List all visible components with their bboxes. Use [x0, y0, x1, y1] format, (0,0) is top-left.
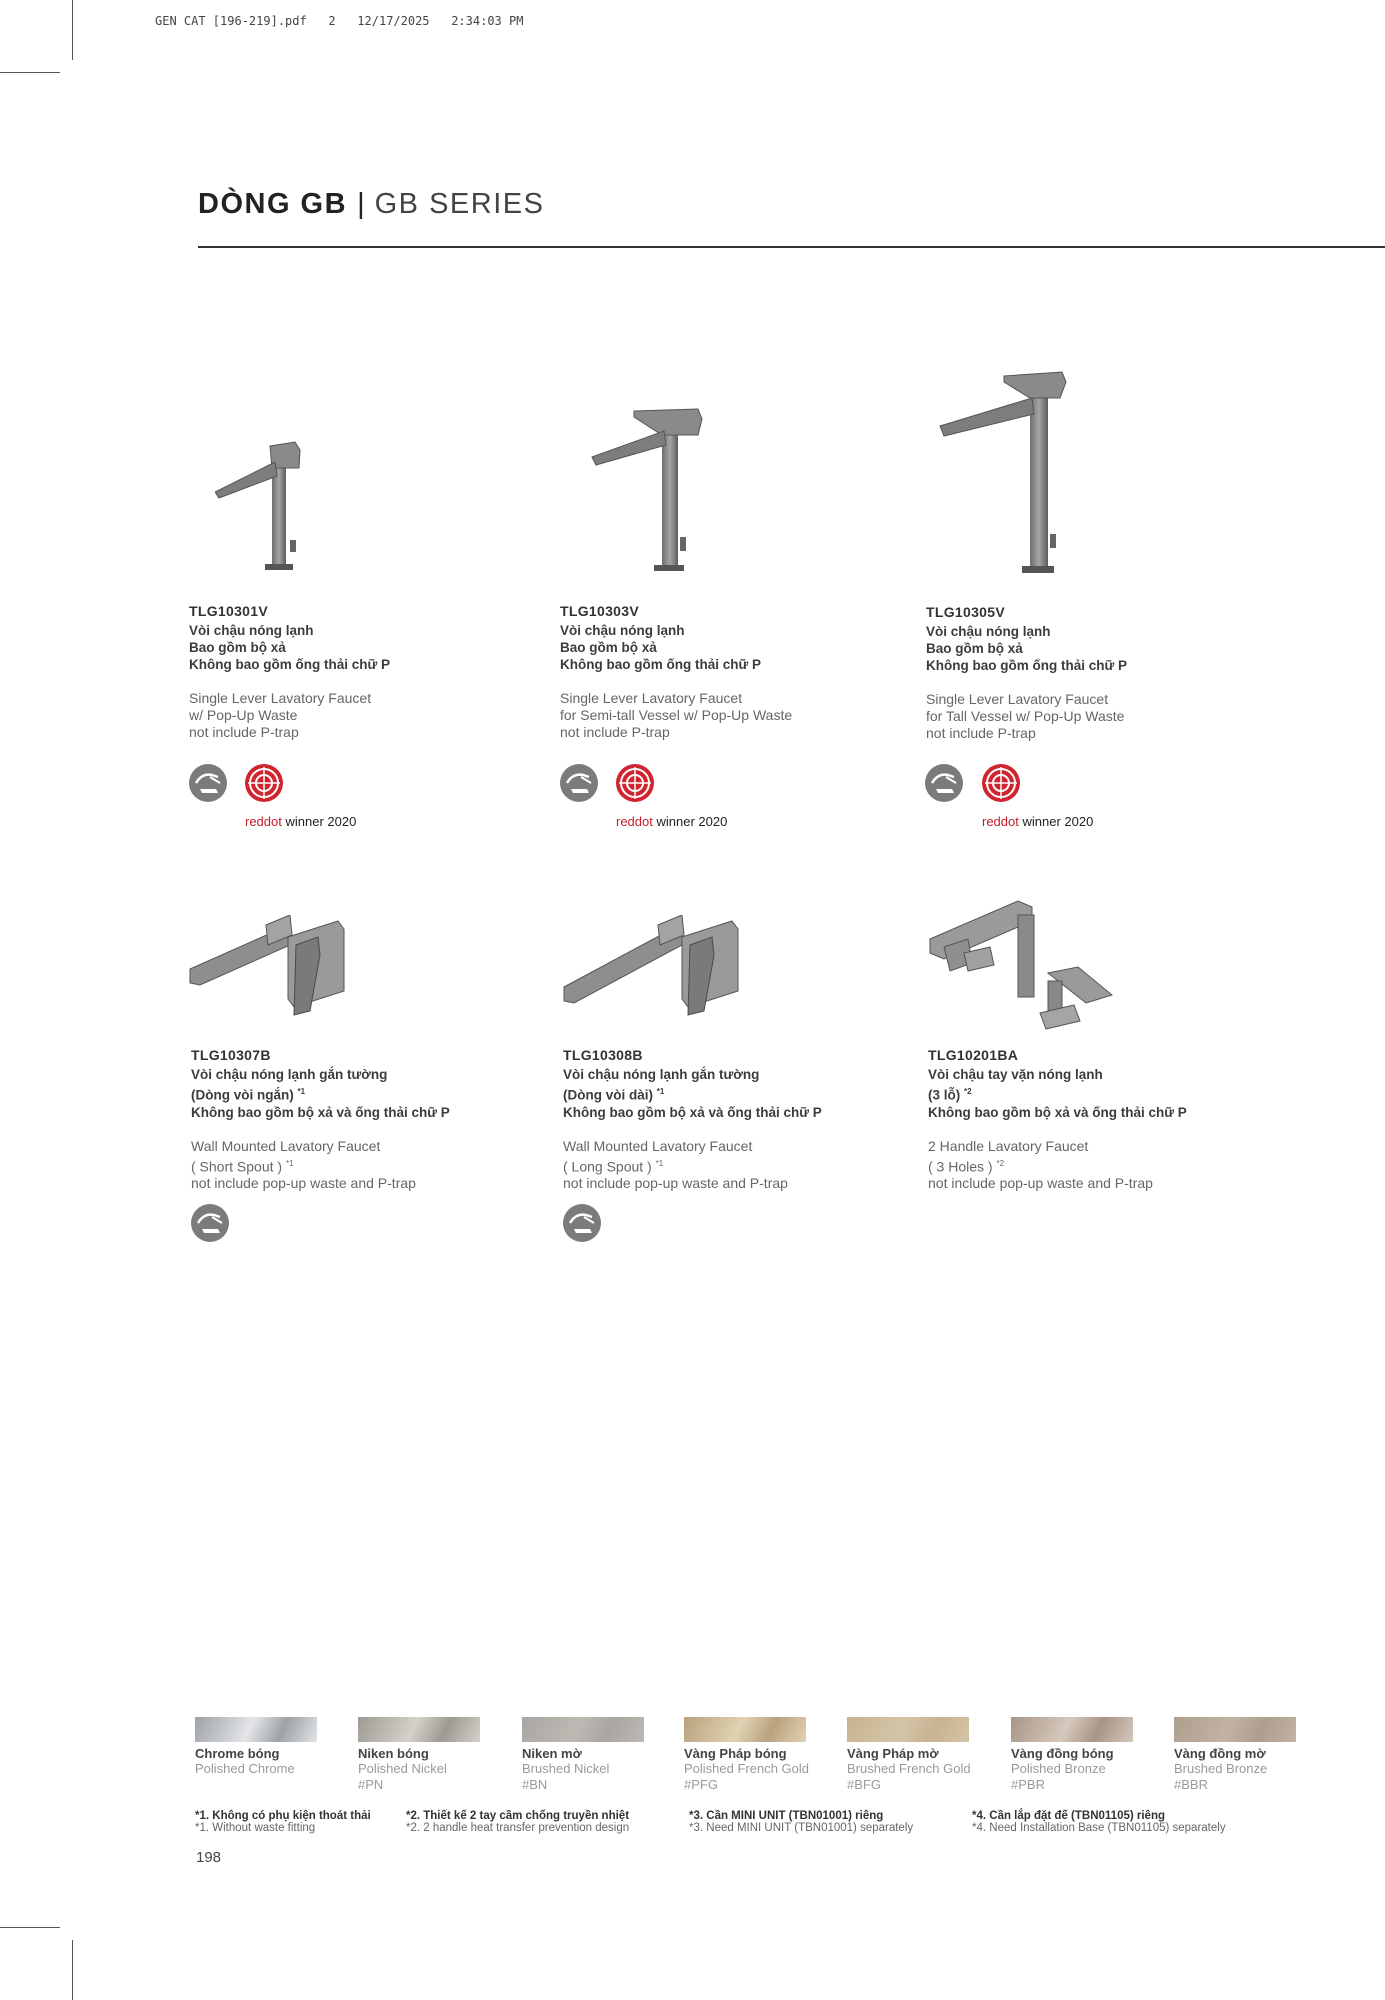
product-vn-line-1: Vòi chậu nóng lạnh	[926, 624, 1051, 639]
finish-code: #BN	[522, 1777, 548, 1792]
finish-vn-name: Vàng Pháp mờ	[847, 1746, 939, 1761]
product-code: TLG10201BA	[928, 1047, 1019, 1063]
faucet-image-tlg10305v	[938, 368, 1078, 578]
reddot-red-text: red	[616, 814, 635, 829]
footnote-1	[195, 1810, 371, 1834]
finish-swatch	[847, 1717, 969, 1742]
faucet-image-tlg10303v	[590, 405, 710, 575]
product-vn-line-2: Bao gồm bộ xả	[189, 640, 286, 655]
finish-en-name: Brushed Bronze	[1174, 1761, 1268, 1776]
print-header: GEN CAT [196-219].pdf 2 12/17/2025 2:34:03 PM	[155, 14, 524, 28]
footnote-ref: *1	[656, 1087, 665, 1096]
product-code: TLG10301V	[189, 603, 268, 619]
product-vn-line-2	[191, 1083, 521, 1104]
product-en-line-3: not include pop-up waste and P-trap	[928, 1175, 1153, 1192]
finish-polished-chrome	[195, 1717, 320, 1777]
finish-code: #BBR	[1174, 1777, 1208, 1792]
product-vn-line-3: Không bao gồm bộ xả và ống thải chữ P	[191, 1104, 450, 1120]
reddot-winner-label	[982, 814, 1093, 829]
product-en-line-1: Wall Mounted Lavatory Faucet	[191, 1137, 381, 1154]
footnote-ref: *2	[996, 1158, 1005, 1168]
finish-swatch	[358, 1717, 480, 1742]
product-en-line-3: not include P-trap	[189, 724, 299, 740]
product-vn-line-2: Bao gồm bộ xả	[926, 641, 1023, 656]
product-en-line-3: not include pop-up waste and P-trap	[191, 1175, 416, 1192]
product-en-line-2	[563, 1155, 893, 1176]
footnote-2	[406, 1810, 629, 1834]
footnote-vn: *3. Cần MINI UNIT (TBN01001) riêng	[689, 1810, 884, 1822]
crop-mark-bottom-left-horizontal	[0, 1927, 60, 1928]
product-en-line-2: for Tall Vessel w/ Pop-Up Waste	[926, 708, 1125, 724]
finish-swatch	[1011, 1717, 1133, 1742]
product-tlg10301v	[189, 603, 519, 741]
finish-vn-name: Vàng đồng bóng	[1011, 1746, 1114, 1761]
heat-transfer-icon	[559, 763, 599, 803]
finish-vn-name: Niken mờ	[522, 1746, 582, 1761]
finish-brushed-bronze	[1174, 1717, 1299, 1793]
footnote-vn: *1. Không có phụ kiện thoát thải	[195, 1810, 371, 1822]
footnote-en: *4. Need Installation Base (TBN01105) separately	[972, 1822, 1226, 1834]
product-vn-line-2	[563, 1083, 893, 1104]
product-tlg10305v	[926, 604, 1256, 742]
product-vn-line-3: Không bao gồm ống thải chữ P	[926, 658, 1128, 673]
product-en-line-3: not include pop-up waste and P-trap	[563, 1175, 788, 1192]
footnote-vn: *2. Thiết kế 2 tay cầm chống truyền nhiệt	[406, 1810, 630, 1822]
product-en-line-3: not include P-trap	[560, 724, 670, 740]
finish-en-name: Polished Bronze	[1011, 1761, 1106, 1776]
reddot-red-text: red	[245, 814, 264, 829]
finish-en-name: Polished Chrome	[195, 1761, 295, 1776]
page-number: 198	[196, 1849, 222, 1866]
product-vn-line-3: Không bao gồm bộ xả và ống thải chữ P	[928, 1104, 1187, 1120]
reddot-award-icon	[615, 763, 655, 803]
reddot-award-icon	[981, 763, 1021, 803]
reddot-dot-text: dot	[634, 814, 653, 829]
finish-en-name: Polished French Gold	[684, 1761, 810, 1776]
product-code: TLG10307B	[191, 1047, 271, 1063]
finish-swatch	[522, 1717, 644, 1742]
faucet-image-tlg10301v	[215, 440, 315, 575]
reddot-winner-text: winner 2020	[652, 814, 728, 829]
reddot-red-text: red	[982, 814, 1001, 829]
finish-polished-bronze	[1011, 1717, 1136, 1793]
finish-code: #PFG	[684, 1777, 718, 1792]
finish-swatch	[195, 1717, 317, 1742]
product-en-line-3: not include P-trap	[926, 725, 1036, 741]
finish-polished-french-gold	[684, 1717, 809, 1793]
product-en-line-2-text: ( 3 Holes )	[928, 1158, 993, 1175]
finish-en-name: Polished Nickel	[358, 1761, 447, 1776]
product-vn-line-1: Vòi chậu nóng lạnh	[560, 623, 685, 638]
reddot-winner-text: winner 2020	[281, 814, 357, 829]
product-vn-line-1: Vòi chậu nóng lạnh gắn tường	[563, 1067, 760, 1082]
footnote-ref: *1	[297, 1087, 306, 1096]
reddot-winner-label	[245, 814, 356, 829]
finish-swatch	[684, 1717, 806, 1742]
product-vn-line-2-text: (3 lỗ)	[928, 1087, 961, 1103]
product-vn-line-2-text: (Dòng vòi dài)	[563, 1087, 653, 1103]
footnote-3	[689, 1810, 913, 1834]
heat-transfer-icon	[562, 1203, 602, 1243]
faucet-image-tlg10201ba	[928, 895, 1118, 1035]
reddot-dot-text: dot	[1000, 814, 1019, 829]
product-code: TLG10303V	[560, 603, 639, 619]
product-vn-line-3: Không bao gồm ống thải chữ P	[560, 657, 762, 672]
product-en-line-1: Single Lever Lavatory Faucet	[189, 690, 372, 706]
product-vn-line-2	[928, 1083, 1258, 1104]
finish-brushed-french-gold	[847, 1717, 972, 1793]
product-vn-line-1: Vòi chậu nóng lạnh	[189, 623, 314, 638]
finish-code: #BFG	[847, 1777, 881, 1792]
product-tlg10308b	[563, 1047, 893, 1192]
product-en-line-2: for Semi-tall Vessel w/ Pop-Up Waste	[560, 707, 793, 723]
finish-polished-nickel	[358, 1717, 483, 1793]
product-en-line-1: 2 Handle Lavatory Faucet	[928, 1137, 1089, 1154]
crop-mark-top-left-vertical	[72, 0, 73, 60]
product-tlg10303v	[560, 603, 890, 741]
footnote-ref: *1	[285, 1158, 294, 1168]
reddot-winner-label	[616, 814, 727, 829]
product-en-line-2: w/ Pop-Up Waste	[189, 707, 298, 723]
footnote-en: *1. Without waste fitting	[195, 1822, 316, 1834]
product-tlg10307b	[191, 1047, 521, 1192]
reddot-award-icon	[244, 763, 284, 803]
footnote-4	[972, 1810, 1226, 1834]
product-en-line-2	[928, 1155, 1258, 1176]
product-vn-line-1: Vòi chậu tay vặn nóng lạnh	[928, 1067, 1103, 1082]
heat-transfer-icon	[188, 763, 228, 803]
title-vn: DÒNG GB	[198, 188, 348, 220]
reddot-winner-text: winner 2020	[1018, 814, 1094, 829]
product-en-line-1: Single Lever Lavatory Faucet	[560, 690, 743, 706]
title-separator: |	[357, 188, 365, 220]
crop-mark-top-left-horizontal	[0, 72, 60, 73]
product-vn-line-1: Vòi chậu nóng lạnh gắn tường	[191, 1067, 388, 1082]
heat-transfer-icon	[924, 763, 964, 803]
finish-en-name: Brushed Nickel	[522, 1761, 610, 1776]
product-vn-line-2: Bao gồm bộ xả	[560, 640, 657, 655]
finish-vn-name: Niken bóng	[358, 1746, 429, 1761]
footnote-ref: *2	[964, 1087, 972, 1096]
heat-transfer-icon	[190, 1203, 230, 1243]
crop-mark-bottom-left-vertical	[72, 1940, 73, 2000]
faucet-image-tlg10308b	[562, 915, 742, 1020]
reddot-dot-text: dot	[263, 814, 282, 829]
footnote-ref: *1	[655, 1158, 664, 1168]
finish-code: #PN	[358, 1777, 384, 1792]
product-vn-line-2-text: (Dòng vòi ngắn)	[191, 1087, 294, 1103]
product-en-line-1: Single Lever Lavatory Faucet	[926, 691, 1109, 707]
product-vn-line-3: Không bao gồm ống thải chữ P	[189, 657, 391, 672]
footnote-en: *3. Need MINI UNIT (TBN01001) separately	[689, 1822, 914, 1834]
finish-code: #PBR	[1011, 1777, 1045, 1792]
product-en-line-2	[191, 1155, 521, 1176]
product-code: TLG10308B	[563, 1047, 643, 1063]
title-en: GB SERIES	[374, 188, 545, 220]
finish-brushed-nickel	[522, 1717, 647, 1793]
product-code: TLG10305V	[926, 604, 1005, 620]
page-title	[198, 188, 544, 221]
product-en-line-2-text: ( Short Spout )	[191, 1158, 283, 1175]
finish-vn-name: Chrome bóng	[195, 1746, 280, 1761]
footnote-vn: *4. Cần lắp đặt đế (TBN01105) riêng	[972, 1810, 1166, 1822]
finish-vn-name: Vàng đồng mờ	[1174, 1746, 1266, 1761]
product-vn-line-3: Không bao gồm bộ xả và ống thải chữ P	[563, 1104, 822, 1120]
title-rule	[198, 246, 1385, 248]
product-tlg10201ba	[928, 1047, 1258, 1192]
product-en-line-2-text: ( Long Spout )	[563, 1158, 652, 1175]
finish-en-name: Brushed French Gold	[847, 1761, 971, 1776]
footnote-en: *2. 2 handle heat transfer prevention design	[406, 1822, 630, 1834]
finish-swatch	[1174, 1717, 1296, 1742]
finish-vn-name: Vàng Pháp bóng	[684, 1746, 787, 1761]
product-en-line-1: Wall Mounted Lavatory Faucet	[563, 1137, 753, 1154]
faucet-image-tlg10307b	[188, 915, 348, 1020]
